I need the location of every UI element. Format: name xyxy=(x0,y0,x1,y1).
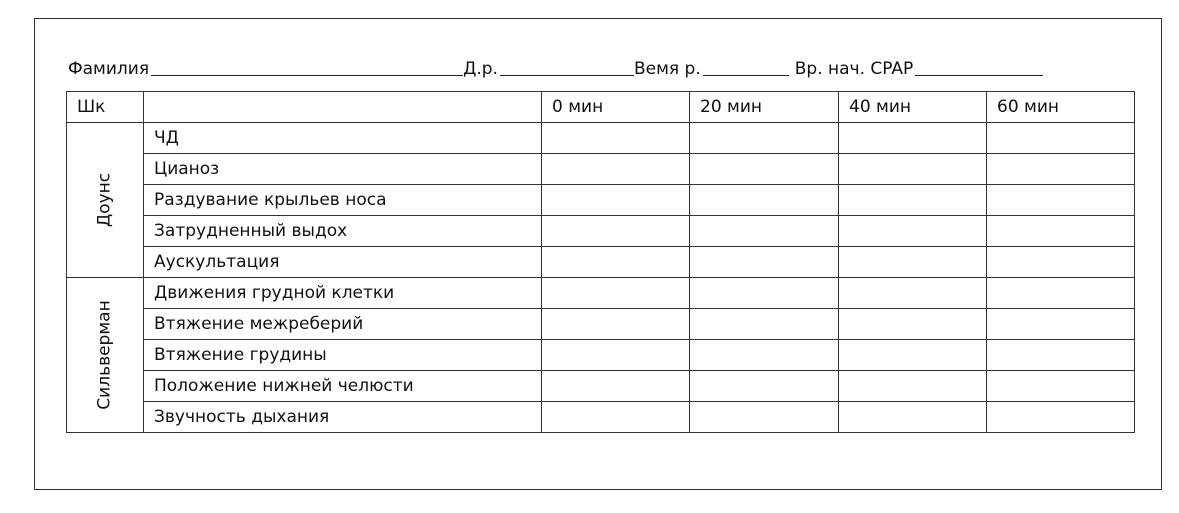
score-cell[interactable] xyxy=(987,340,1135,371)
parameter-label: Втяжение грудины xyxy=(144,340,542,371)
parameter-label: ЧД xyxy=(144,123,542,154)
time-header: 20 мин xyxy=(690,92,839,123)
table-row xyxy=(67,402,1135,433)
group-label: Доунс xyxy=(94,172,115,228)
form-header xyxy=(68,53,1134,79)
time-header: 60 мин xyxy=(987,92,1135,123)
score-cell[interactable] xyxy=(987,185,1135,216)
cpap-start-field[interactable] xyxy=(915,57,1043,76)
score-cell[interactable] xyxy=(839,278,987,309)
score-cell[interactable] xyxy=(690,216,839,247)
parameter-label: Цианоз xyxy=(144,154,542,185)
table-row xyxy=(67,185,1135,216)
score-cell[interactable] xyxy=(987,154,1135,185)
score-cell[interactable] xyxy=(690,371,839,402)
score-cell[interactable] xyxy=(839,185,987,216)
score-cell[interactable] xyxy=(690,123,839,154)
score-cell[interactable] xyxy=(839,340,987,371)
parameter-label: Движения грудной клетки xyxy=(144,278,542,309)
score-cell[interactable] xyxy=(839,154,987,185)
score-cell[interactable] xyxy=(839,402,987,433)
score-cell[interactable] xyxy=(542,309,690,340)
table-row xyxy=(67,247,1135,278)
score-cell[interactable] xyxy=(542,247,690,278)
score-table xyxy=(66,91,1135,433)
table-row xyxy=(67,340,1135,371)
table-row xyxy=(67,123,1135,154)
score-cell[interactable] xyxy=(987,371,1135,402)
score-cell[interactable] xyxy=(542,278,690,309)
group-cell xyxy=(67,278,144,433)
score-cell[interactable] xyxy=(542,185,690,216)
score-cell[interactable] xyxy=(542,402,690,433)
score-cell[interactable] xyxy=(987,309,1135,340)
table-row xyxy=(67,154,1135,185)
surname-field[interactable] xyxy=(151,57,463,76)
parameter-label: Раздувание крыльев носа xyxy=(144,185,542,216)
table-row xyxy=(67,309,1135,340)
score-cell[interactable] xyxy=(542,340,690,371)
score-cell[interactable] xyxy=(542,123,690,154)
corner-header: Шк xyxy=(67,92,144,123)
param-header xyxy=(144,92,542,123)
parameter-label: Звучность дыхания xyxy=(144,402,542,433)
score-cell[interactable] xyxy=(839,247,987,278)
score-cell[interactable] xyxy=(690,402,839,433)
dob-field[interactable] xyxy=(500,57,634,76)
birth-time-field[interactable] xyxy=(703,57,789,76)
time-header: 40 мин xyxy=(839,92,987,123)
table-row xyxy=(67,278,1135,309)
group-cell xyxy=(67,123,144,278)
score-cell[interactable] xyxy=(839,123,987,154)
cpap-start-label: Вр. нач. CPAP xyxy=(794,59,914,79)
score-cell[interactable] xyxy=(987,278,1135,309)
score-cell[interactable] xyxy=(690,309,839,340)
birth-time-label: Вемя р. xyxy=(633,59,701,79)
parameter-label: Затрудненный выдох xyxy=(144,216,542,247)
score-cell[interactable] xyxy=(987,123,1135,154)
score-cell[interactable] xyxy=(987,247,1135,278)
score-cell[interactable] xyxy=(690,185,839,216)
score-cell[interactable] xyxy=(839,216,987,247)
table-header-row xyxy=(67,92,1135,123)
parameter-label: Втяжение межреберий xyxy=(144,309,542,340)
score-cell[interactable] xyxy=(690,340,839,371)
score-cell[interactable] xyxy=(987,216,1135,247)
table-row xyxy=(67,371,1135,402)
score-cell[interactable] xyxy=(542,216,690,247)
score-cell[interactable] xyxy=(690,247,839,278)
score-cell[interactable] xyxy=(690,278,839,309)
score-cell[interactable] xyxy=(987,402,1135,433)
score-cell[interactable] xyxy=(839,309,987,340)
time-header: 0 мин xyxy=(542,92,690,123)
group-label: Сильверман xyxy=(94,300,115,410)
score-cell[interactable] xyxy=(690,154,839,185)
parameter-label: Аускультация xyxy=(144,247,542,278)
score-cell[interactable] xyxy=(542,371,690,402)
parameter-label: Положение нижней челюсти xyxy=(144,371,542,402)
surname-label: Фамилия xyxy=(68,59,150,79)
score-cell[interactable] xyxy=(542,154,690,185)
table-row xyxy=(67,216,1135,247)
dob-label: Д.р. xyxy=(463,59,498,79)
score-cell[interactable] xyxy=(839,371,987,402)
